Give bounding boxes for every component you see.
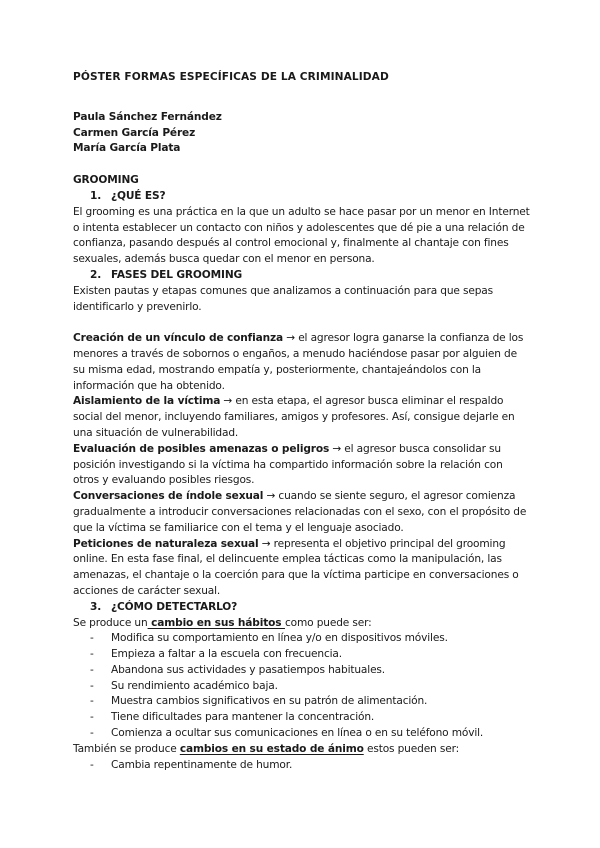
dash-bullet: - [90, 711, 94, 724]
dash-bullet: - [90, 758, 94, 771]
list-item [90, 663, 530, 679]
dash-bullet: - [90, 663, 94, 676]
list-item-text: Modifica su comportamiento en línea y/o en dispositivos móviles. [111, 632, 448, 645]
author-name: Paula Sánchez Fernández [73, 110, 222, 123]
list-item [90, 679, 530, 695]
phase-paragraph [73, 394, 530, 441]
phase-title: Peticiones de naturaleza sexual [73, 537, 259, 550]
document-body [73, 70, 530, 773]
phase-title: Conversaciones de índole sexual [73, 490, 264, 503]
phase-paragraph [73, 537, 530, 600]
mood-list [73, 758, 530, 774]
list-item [90, 694, 530, 710]
phase-text: → el agresor logra ganarse la confianza de los menores a través de sobornos o engaños, a menudo haciéndose pasar por alguien de su misma edad, mostrando empatía y, posteriormente, chantajeándolos con la información que ha obtenido. [73, 332, 524, 392]
heading-text: ¿CÓMO DETECTARLO? [111, 600, 238, 613]
list-item-text: Comienza a ocultar sus comunicaciones en línea o en su teléfono móvil. [111, 727, 484, 740]
blank-line [73, 315, 530, 331]
phase-paragraph [73, 331, 530, 394]
phase-title: Aislamiento de la víctima [73, 395, 221, 408]
author-name: María García Plata [73, 142, 181, 155]
dash-bullet: - [90, 727, 94, 740]
heading-what-is [73, 189, 530, 205]
mood-prefix: También se produce [73, 742, 180, 755]
dash-bullet: - [90, 632, 94, 645]
phase-text: → representa el objetivo principal del grooming online. En esta fase final, el delincuente emplea tácticas como la manipulación, las amenazas, el chantaje o la coerción para que la víctima participe en conversaciones o acciones de carácter sexual. [73, 537, 519, 597]
habits-suffix: como puede ser: [284, 616, 372, 629]
definition-paragraph: El grooming es una práctica en la que un adulto se hace pasar por un menor en Internet o intenta establecer un contacto con niños y adolescentes que dé pie a una relación de confianza, pasando después al control emocional y, finalmente al chantaje con fines sexuales, además busca quedar con el menor en persona. [73, 205, 530, 266]
list-item [90, 758, 530, 774]
habits-list [73, 631, 530, 742]
heading-text: ¿QUÉ ES? [111, 189, 166, 202]
author-name: Carmen García Pérez [73, 126, 196, 139]
phase-title: Creación de un vínculo de confianza [73, 332, 284, 345]
phases-intro: Existen pautas y etapas comunes que analizamos a continuación para que sepas identificarlo y prevenirlo. [73, 284, 494, 313]
habits-prefix: Se produce un [73, 616, 148, 629]
list-item-text: Tiene dificultades para mantener la concentración. [111, 711, 375, 724]
heading-number: 2. [90, 268, 102, 281]
section-title: GROOMING [73, 174, 139, 187]
list-item [90, 647, 530, 663]
list-item [90, 631, 530, 647]
list-item-text: Cambia repentinamente de humor. [111, 758, 293, 771]
phase-text: → el agresor busca consolidar su posición investigando si la víctima ha compartido información sobre la relación con otros y evaluando posibles riesgos. [73, 442, 503, 487]
phase-paragraph [73, 442, 530, 489]
mood-intro [73, 742, 530, 758]
heading-text: FASES DEL GROOMING [111, 268, 243, 281]
habits-emphasis: cambio en sus hábitos [147, 616, 285, 629]
heading-number: 3. [90, 600, 102, 613]
list-item-text: Abandona sus actividades y pasatiempos habituales. [111, 663, 386, 676]
list-item-text: Muestra cambios significativos en su patrón de alimentación. [111, 695, 428, 708]
phase-text: → en esta etapa, el agresor busca eliminar el respaldo social del menor, incluyendo familiares, amigos y profesores. Así, consigue dejarle en una situación de vulnerabilidad. [73, 395, 515, 439]
heading-number: 1. [90, 189, 102, 202]
document-title: PÓSTER FORMAS ESPECÍFICAS DE LA CRIMINALIDAD [73, 71, 389, 83]
mood-emphasis: cambios en su estado de ánimo [179, 742, 364, 755]
author-list [73, 110, 530, 157]
heading-phases [73, 268, 530, 284]
phase-text: → cuando se siente seguro, el agresor comienza gradualmente a introducir conversaciones relacionadas con el sexo, con el propósito de que la víctima se familiarice con el tema y el lenguaje asociado. [73, 490, 527, 534]
list-item-text: Su rendimiento académico baja. [111, 679, 278, 692]
dash-bullet: - [90, 679, 94, 692]
habits-intro [73, 616, 530, 632]
list-item [90, 726, 530, 742]
phase-paragraph [73, 489, 530, 536]
list-item-text: Empieza a faltar a la escuela con frecuencia. [111, 648, 342, 661]
mood-suffix: estos pueden ser: [363, 742, 460, 755]
heading-detection [73, 600, 530, 616]
list-item [90, 710, 530, 726]
phase-title: Evaluación de posibles amenazas o peligros [73, 442, 330, 455]
dash-bullet: - [90, 648, 94, 661]
dash-bullet: - [90, 695, 94, 708]
